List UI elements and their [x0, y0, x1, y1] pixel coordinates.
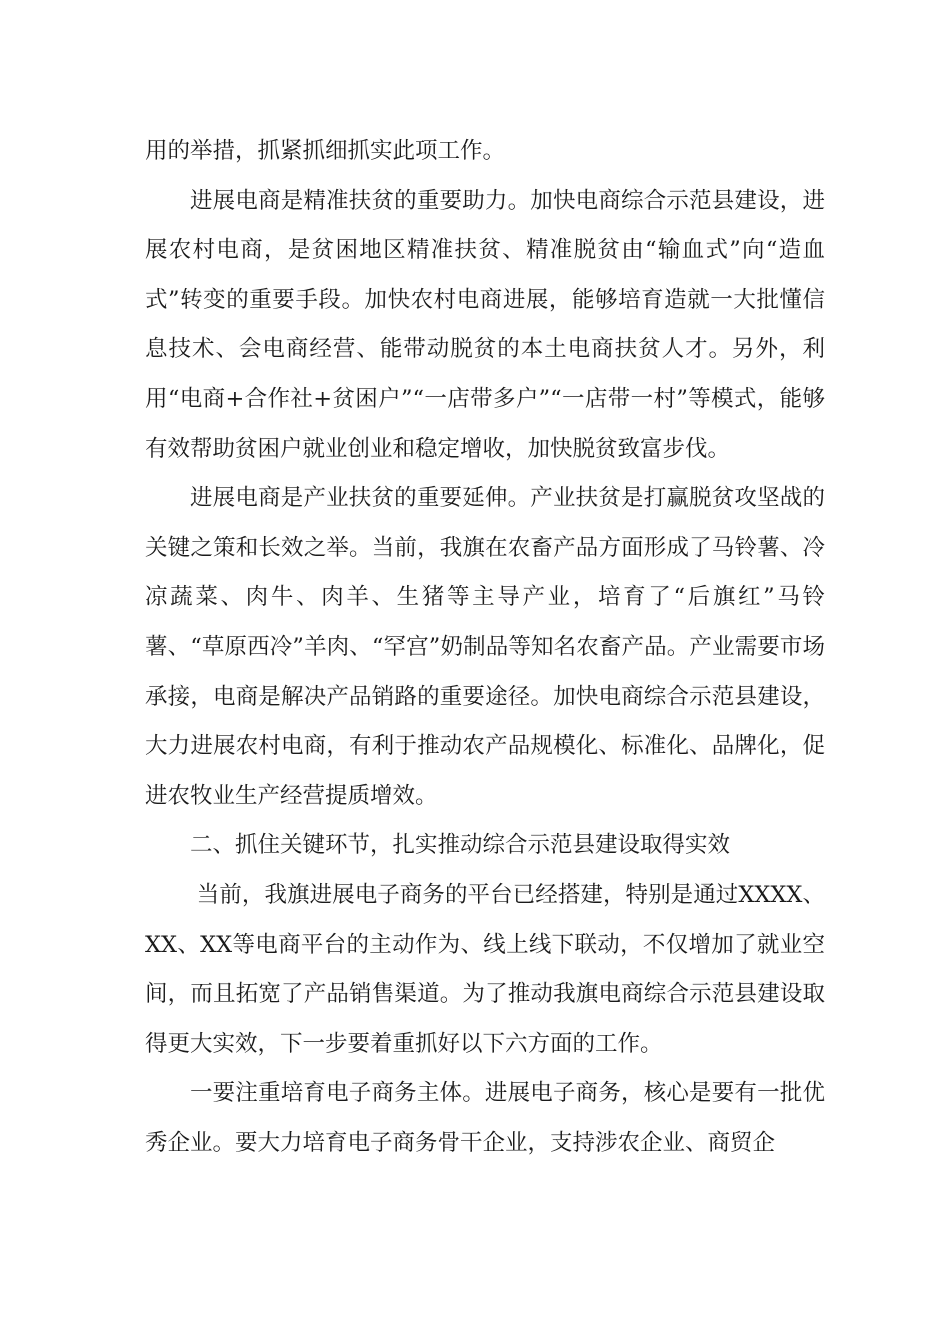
document-body — [145, 127, 825, 1168]
paragraph-continuation: 用的举措，抓紧抓细抓实此项工作。 — [145, 138, 506, 164]
paragraph-industry-poverty: 进展电商是产业扶贫的重要延伸。产业扶贫是打赢脱贫攻坚战的关键之策和长效之举。当前，我旗在农畜产品方面形成了马铃薯、冷凉蔬菜、肉牛、肉羊、生猪等主导产业，培育了“后旗红”马铃薯、“草原西冷”羊肉、“罕宫”奶制品等知名农畜产品。产业需要市场承接，电商是解决产品销路的重要途径。加快电商综合示范县建设，大力进展农村电商，有利于推动农产品规模化、标准化、品牌化，促进农牧业生产经营提质增效。 — [145, 485, 825, 809]
paragraph-precision-poverty: 进展电商是精准扶贫的重要助力。加快电商综合示范县建设，进展农村电商，是贫困地区精准扶贫、精准脱贫由“输血式”向“造血式”转变的重要手段。加快农村电商进展，能够培育造就一大批懂信息技术、会电商经营、能带动脱贫的本土电商扶贫人才。另外，利用“电商+合作社+贫困户”“一店带多户”“一店带一村”等模式，能够有效帮助贫困户就业创业和稳定增收，加快脱贫致富步伐。 — [145, 187, 825, 462]
section-heading-two: 二、抓住关键环节，扎实推动综合示范县建设取得实效 — [190, 832, 731, 859]
paragraph-current-platform: 当前，我旗进展电子商务的平台已经搭建，特别是通过XXXX、XX、XX等电商平台的主动作为、线上线下联动，不仅增加了就业空间，而且拓宽了产品销售渠道。为了推动我旗电商综合示范县建设取得更大实效，下一步要着重抓好以下六方面的工作。 — [145, 881, 825, 1057]
paragraph-cultivate-entities: 一要注重培育电子商务主体。进展电子商务，核心是要有一批优秀企业。要大力培育电子商务骨干企业，支持涉农企业、商贸企 — [145, 1080, 825, 1156]
